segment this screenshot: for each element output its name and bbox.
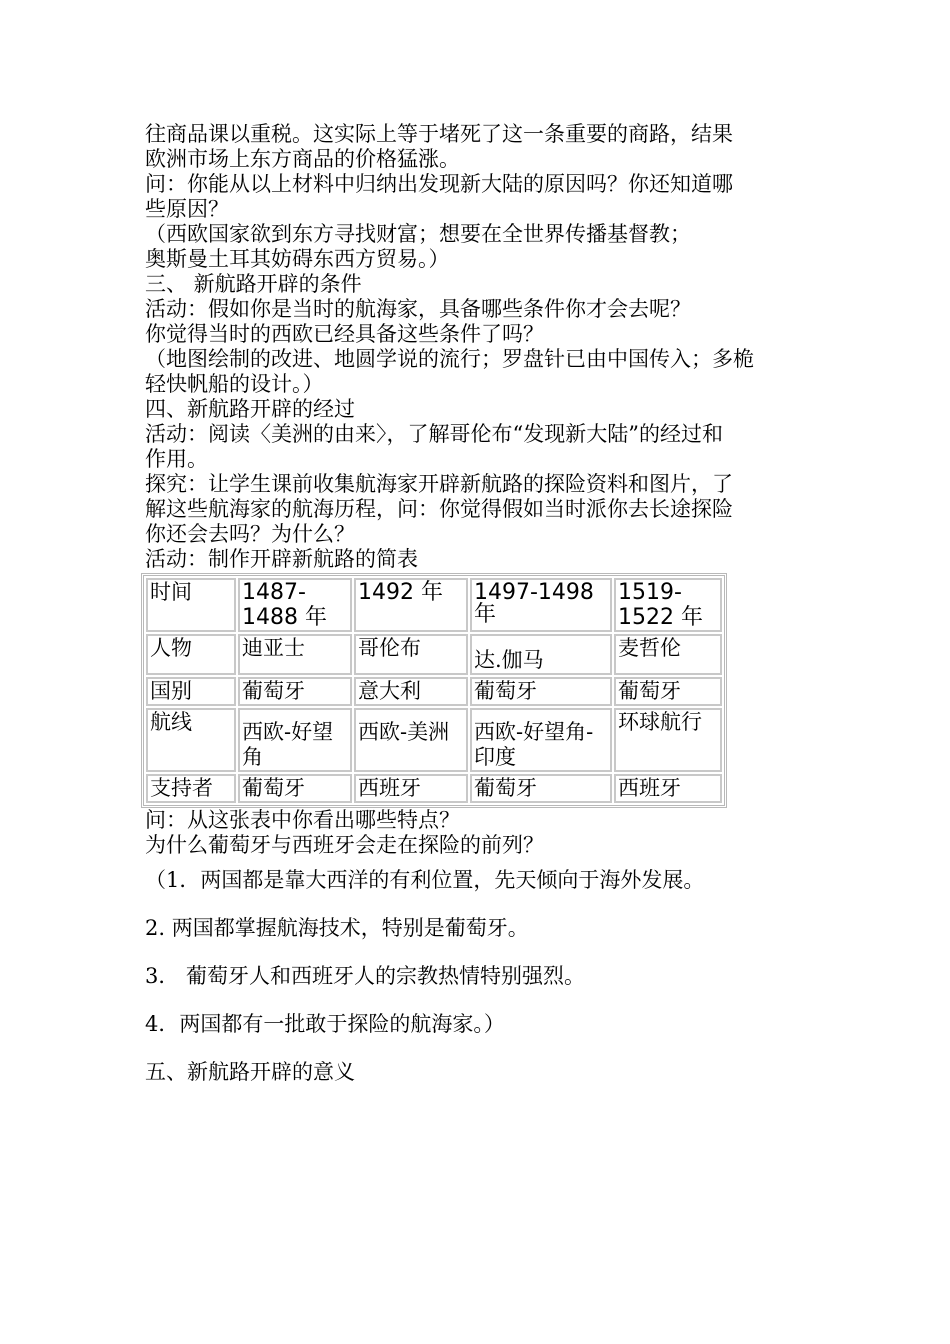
row-header-person: 人物 [146,634,236,675]
document-page [145,122,813,1108]
table-cell: 葡萄牙 [238,774,352,803]
activity-line: 活动：制作开辟新航路的简表 [145,547,418,571]
table-cell: 1519- 1522 年 [614,578,722,632]
activity-line: 活动：假如你是当时的航海家，具备哪些条件你才会去呢？ [145,297,691,321]
answer-point-4: 4．两国都有一批敢于探险的航海家。） [145,1012,505,1036]
answer-line: （地图绘制的改进、地圆学说的流行；罗盘针已由中国传入；多桅 [145,347,754,371]
question-line: 问：从这张表中你看出哪些特点？ [145,808,460,832]
table-cell: 西欧-好望 角 [238,708,352,772]
table-cell: 达.伽马 [470,634,612,675]
table-cell: 西班牙 [614,774,722,803]
answer-point-2: 2. 两国都掌握航海技术，特别是葡萄牙。 [145,916,529,940]
table-cell: 意大利 [354,677,468,706]
exploration-line: 解这些航海家的航海历程，问：你觉得假如当时派你去长途探险 [145,497,733,521]
answer-point-3: 3． 葡萄牙人和西班牙人的宗教热情特别强烈。 [145,964,586,988]
table-cell: 哥伦布 [354,634,468,675]
paragraph-line: 欧洲市场上东方商品的价格猛涨。 [145,147,460,171]
activity-line: 你觉得当时的西欧已经具备这些条件了吗？ [145,322,544,346]
question-line: 为什么葡萄牙与西班牙会走在探险的前列？ [145,833,544,857]
exploration-line: 探究：让学生课前收集航海家开辟新航路的探险资料和图片，了 [145,472,733,496]
table-cell: 葡萄牙 [470,677,612,706]
table-cell: 1487- 1488 年 [238,578,352,632]
row-header-country: 国别 [146,677,236,706]
answer-line: 轻快帆船的设计。） [145,372,324,396]
table-row [146,677,722,706]
table-cell: 麦哲伦 [614,634,722,675]
activity-line: 作用。 [145,447,208,471]
table-cell: 葡萄牙 [470,774,612,803]
table-cell: 西班牙 [354,774,468,803]
table-cell: 葡萄牙 [614,677,722,706]
table-cell: 西欧-好望角- 印度 [470,708,612,772]
table-cell: 葡萄牙 [238,677,352,706]
paragraph-line: 往商品课以重税。这实际上等于堵死了这一条重要的商路，结果 [145,122,733,146]
section-heading: 四、新航路开辟的经过 [145,397,355,421]
section-heading: 五、新航路开辟的意义 [145,1060,355,1084]
table-row [146,578,722,632]
exploration-line: 你还会去吗？为什么？ [145,522,355,546]
table-row [146,708,722,772]
answer-line: （西欧国家欲到东方寻找财富；想要在全世界传播基督教； [145,222,691,246]
row-header-route: 航线 [146,708,236,772]
question-line: 些原因？ [145,197,229,221]
voyages-table [141,573,727,808]
table-cell: 西欧-美洲 [354,708,468,772]
question-line: 问：你能从以上材料中归纳出发现新大陆的原因吗？你还知道哪 [145,172,733,196]
table-row [146,634,722,675]
activity-line: 活动：阅读〈美洲的由来〉，了解哥伦布“发现新大陆”的经过和 [145,422,723,446]
row-header-supporter: 支持者 [146,774,236,803]
table-cell: 迪亚士 [238,634,352,675]
row-header-time: 时间 [146,578,236,632]
section-heading: 三、 新航路开辟的条件 [145,272,362,296]
answer-point-1: （1．两国都是靠大西洋的有利位置，先天倾向于海外发展。 [145,868,705,892]
table-cell: 1492 年 [354,578,468,632]
answer-line: 奥斯曼土耳其妨碍东西方贸易。） [145,247,450,271]
table-row [146,774,722,803]
table-cell: 环球航行 [614,708,722,772]
table-cell: 1497-1498 年 [470,578,612,632]
